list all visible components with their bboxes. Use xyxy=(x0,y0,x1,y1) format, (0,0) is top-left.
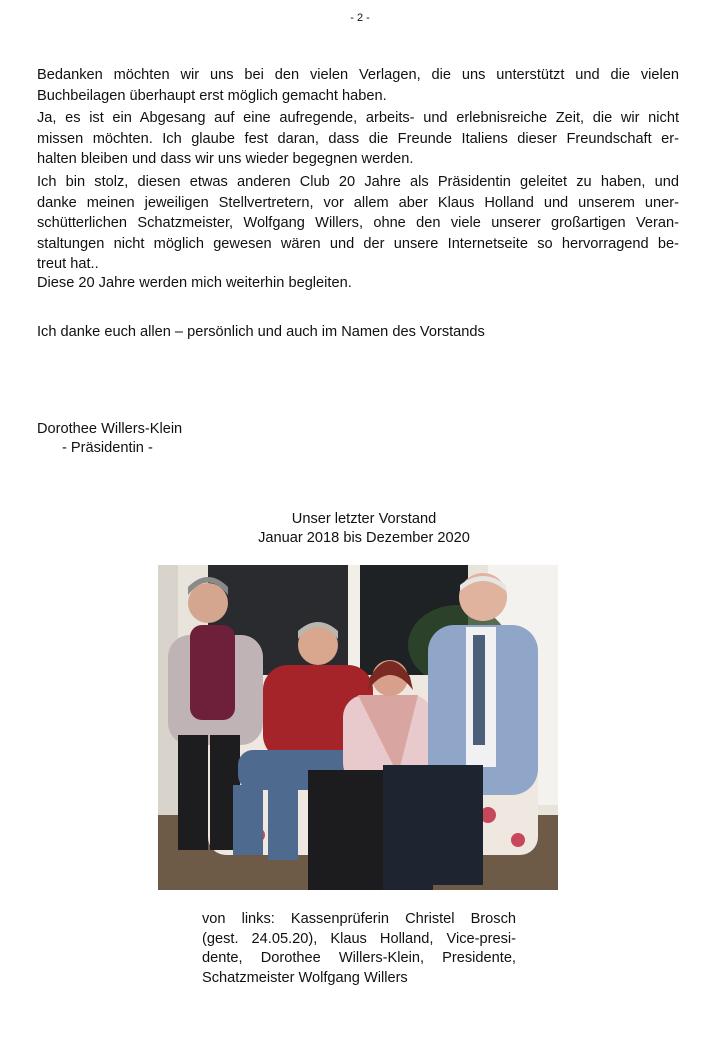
text-line: danke meinen jeweiligen Stellvertretern, vor allem aber Klaus Holland und unserem uner- xyxy=(37,194,679,211)
text-line: Ich bin stolz, diesen etwas anderen Club 20 Jahre als Präsidentin geleitet zu haben, und xyxy=(37,174,679,190)
photo-heading-line: Unser letzter Vorstand xyxy=(291,511,437,527)
signature-block xyxy=(37,420,182,458)
text-line: Diese 20 Jahre werden mich weiterhin begleiten. xyxy=(37,275,352,291)
text-line: treut hat.. xyxy=(37,256,99,272)
caption-line: dente, Dorothee Willers-Klein, Presidente, xyxy=(202,950,516,966)
text-line: Ja, es ist ein Abgesang auf eine aufregende, arbeits- und erlebnisreiche Zeit, die wir nicht xyxy=(37,110,679,126)
board-group-photo xyxy=(158,565,558,890)
caption-line: Schatzmeister Wolfgang Willers xyxy=(202,969,408,986)
signature-title: - Präsidentin - xyxy=(62,440,153,456)
page-number: - 2 - xyxy=(350,12,370,24)
text-line: missen möchten. Ich glaube fest daran, dass die Freunde Italiens dieser Freundschaft er- xyxy=(37,130,679,147)
paragraph-years xyxy=(37,273,679,294)
group-photo-illustration xyxy=(158,565,558,890)
text-line: schütterlichen Schatzmeister, Wolfgang Willers, ohne den viele unserer großartigen Veran- xyxy=(37,215,679,231)
paragraph-thank-you xyxy=(37,322,679,343)
paragraph-farewell xyxy=(37,108,679,170)
signature-name: Dorothee Willers-Klein xyxy=(37,421,183,437)
photo-heading xyxy=(0,510,720,548)
text-line: Bedanken möchten wir uns bei den vielen Verlagen, die uns unterstützt und die vielen xyxy=(37,67,679,83)
photo-heading-line: Januar 2018 bis Dezember 2020 xyxy=(258,530,470,546)
text-line: halten bleiben und dass wir uns wieder begegnen werden. xyxy=(37,151,414,167)
caption-line: von links: Kassenprüferin Christel Brosch xyxy=(202,911,516,927)
text-line: Buchbeilagen überhaupt erst möglich gemacht haben. xyxy=(37,87,387,104)
photo-caption xyxy=(202,910,516,988)
paragraph-thanks-publishers xyxy=(37,65,679,106)
text-line: Ich danke euch allen – persönlich und auch im Namen des Vorstands xyxy=(37,324,485,340)
caption-line: (gest. 24.05.20), Klaus Holland, Vice-presi- xyxy=(202,930,516,947)
paragraph-proud xyxy=(37,172,679,275)
text-line: staltungen nicht möglich gewesen wären und der unsere Internetseite so hervorragend be- xyxy=(37,235,679,252)
